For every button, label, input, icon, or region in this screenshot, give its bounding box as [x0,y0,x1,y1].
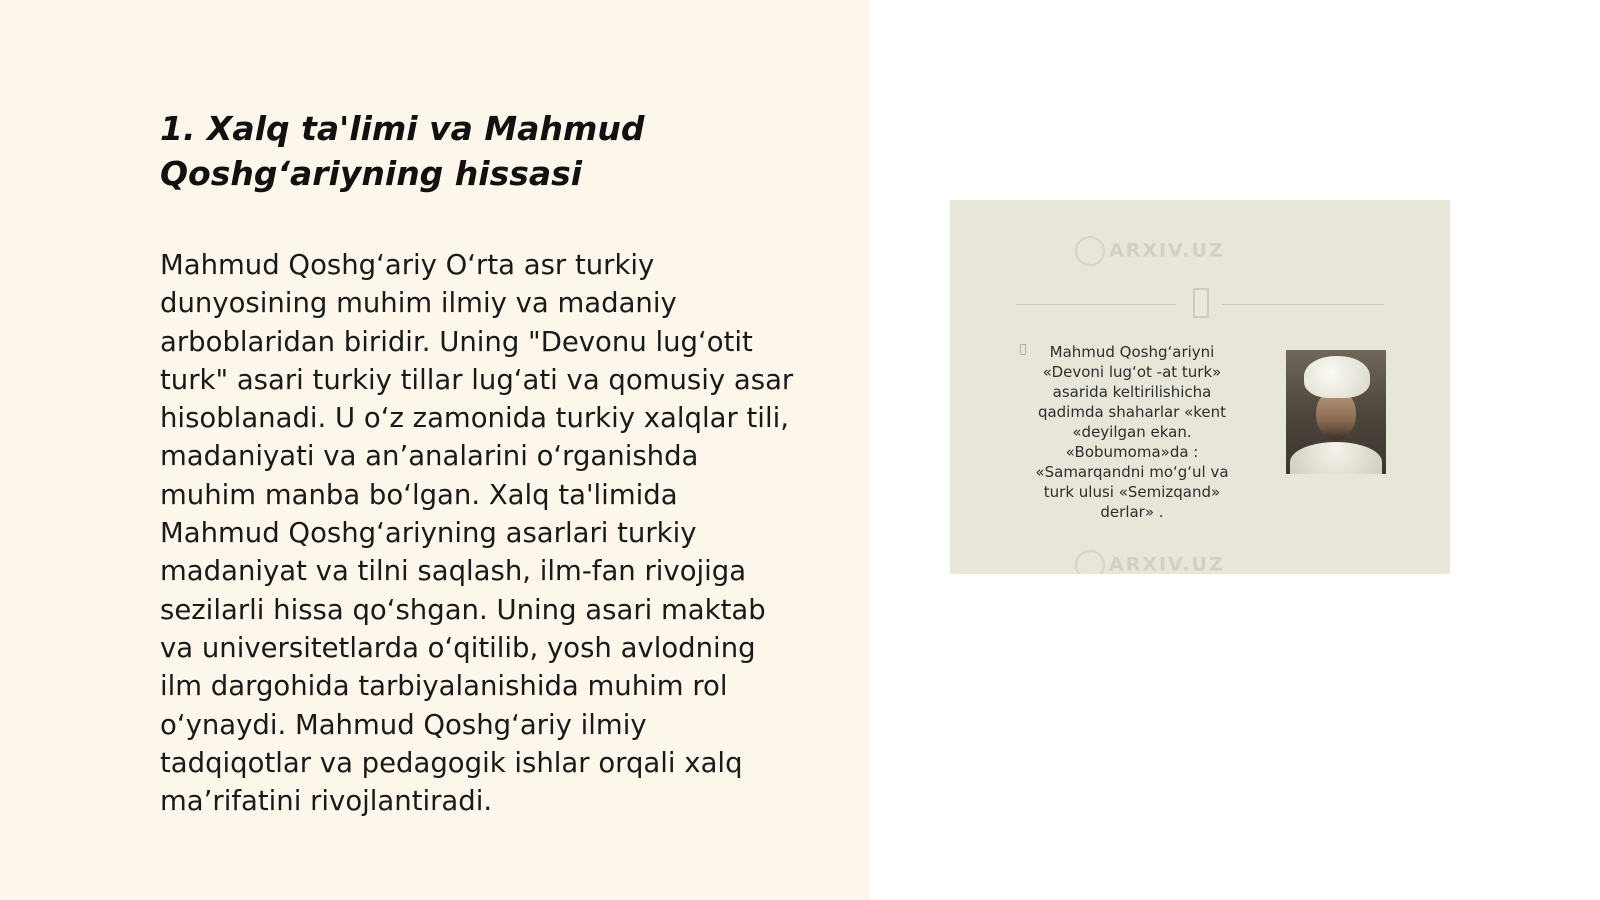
body-line: sezilarli hissa qo‘shgan. Uning asari maktab [160,593,766,626]
slide-title-line: Qoshg‘ariyning hissasi [160,154,583,193]
slide-body-text [160,246,850,820]
body-line: muhim manba bo‘lgan. Xalq ta'limida [160,478,678,511]
body-line: va universitetlarda o‘qitilib, yosh avlodning [160,631,756,664]
embedded-slide-image [950,200,1450,574]
caption-line: Mahmud Qoshg‘ariyni [1049,343,1215,361]
body-line: dunyosining muhim ilmiy va madaniy [160,287,677,320]
body-line: turk" asari turkiy tillar lug‘ati va qomusiy asar [160,363,794,396]
caption-line: qadimda shaharlar «kent [1037,403,1227,421]
body-line: tadqiqotlar va pedagogik ishlar orqali xalq [160,746,743,779]
divider-ornament [1193,288,1209,318]
magnifier-icon [1075,550,1105,574]
body-line: hisoblanadi. U o‘z zamonida turkiy xalqlar tili, [160,402,789,435]
portrait-image [1286,350,1386,474]
portrait-turban [1304,356,1370,398]
slide-title-line: 1. Xalq ta'limi va Mahmud [160,109,645,148]
watermark-bottom [1075,550,1315,574]
divider-line [1016,304,1176,305]
watermark-text: ARXIV.UZ [1109,239,1225,262]
caption-line: asarida keltirilishicha [1052,383,1212,401]
slide-title [160,106,680,196]
divider-line [1222,304,1384,305]
caption-line: turk ulusi «Semizqand» [1043,483,1221,501]
watermark-text: ARXIV.UZ [1109,553,1225,574]
body-line: madaniyat va tilni saqlash, ilm-fan rivojiga [160,555,747,588]
portrait-collar [1290,442,1382,474]
body-line: o‘ynaydi. Mahmud Qoshg‘ariy ilmiy [160,708,647,741]
image-caption [1020,342,1244,522]
magnifier-icon [1075,236,1105,266]
caption-line: «Devoni lug‘ot -at turk» [1042,363,1222,381]
watermark-top [1075,236,1315,266]
body-line: ilm dargohida tarbiyalanishida muhim rol [160,670,728,703]
body-line: arboblaridan biridir. Uning "Devonu lug‘otit [160,325,753,358]
caption-line: «deyilgan ekan. [1072,423,1192,441]
body-line: madaniyati va an’analarini o‘rganishda [160,440,699,473]
body-line: ma’rifatini rivojlantiradi. [160,785,493,818]
body-line: Mahmud Qoshg‘ariy O‘rta asr turkiy [160,249,655,281]
body-line: Mahmud Qoshg‘ariyning asarlari turkiy [160,517,697,550]
caption-line: «Samarqandni mo‘g‘ul va [1035,463,1229,481]
caption-line: «Bobumoma»da : [1065,443,1199,461]
caption-line: derlar» . [1100,503,1164,521]
